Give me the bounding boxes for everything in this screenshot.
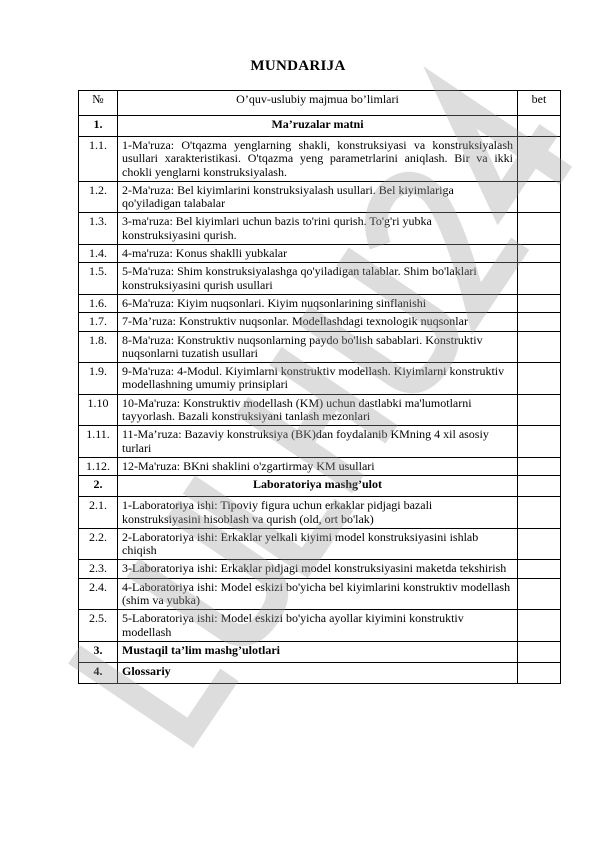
row-title: 2-Laboratoriya ishi: Erkaklar yelkali kiyimi model konstruksiyasini ishlab chiqish xyxy=(118,528,518,560)
row-title: 3-Laboratoriya ishi: Erkaklar pidjagi model konstruksiyasini maketda tekshirish xyxy=(118,560,518,578)
row-page xyxy=(518,426,561,458)
row-title: Mustaqil ta’lim mashg’ulotlari xyxy=(118,641,518,662)
row-number: 2.2. xyxy=(79,528,118,560)
table-header-row xyxy=(79,91,561,116)
row-title: 2-Ma'ruza: Bel kiyimlarini konstruksiyalash usullari. Bel kiyimlariga qo'yiladigan talabalar xyxy=(118,181,518,213)
row-number: 2.4. xyxy=(79,578,118,610)
row-page xyxy=(518,497,561,529)
row-number: 2.3. xyxy=(79,560,118,578)
row-page xyxy=(518,331,561,363)
row-number: 1. xyxy=(79,116,118,137)
row-title: 3-ma'ruza: Bel kiyimlari uchun bazis to'rini qurish. To'g'ri yubka konstruksiyasini qurish. xyxy=(118,213,518,245)
row-page xyxy=(518,528,561,560)
row-page xyxy=(518,363,561,395)
table-row xyxy=(79,528,561,560)
row-title: 1-Ma'ruza: O'tqazma yenglarning shakli, konstruksiyasi va konstruksiyalash usullari xarakteristikasi. O'tqazma yeng parametrlarini aniqlash. Bir va ikki chokli yenglarni konstruksiyalash. xyxy=(118,137,518,182)
table-row xyxy=(79,560,561,578)
row-title: 5-Ma'ruza: Shim konstruksiyalashga qo'yiladigan talablar. Shim bo'laklari konstruksiyasini qurish usullari xyxy=(118,263,518,295)
row-title: 1-Laboratoriya ishi: Tipoviy figura uchun erkaklar pidjagi bazali konstruksiyasini hisoblash va qurish (old, ort bo'lak) xyxy=(118,497,518,529)
row-title: 5-Laboratoriya ishi: Model eskizi bo'yicha ayollar kiyimini konstruktiv modellash xyxy=(118,610,518,642)
table-row xyxy=(79,610,561,642)
row-number: 2. xyxy=(79,476,118,497)
row-number: 1.1. xyxy=(79,137,118,182)
page-title: MUNDARIJA xyxy=(250,58,346,74)
row-number: 4. xyxy=(79,662,118,683)
row-title: 8-Ma'ruza: Konstruktiv nuqsonlarning paydo bo'lish sabablari. Konstruktiv nuqsonlarni tuzatish usullari xyxy=(118,331,518,363)
row-number: 2.5. xyxy=(79,610,118,642)
table-row xyxy=(79,245,561,263)
row-page xyxy=(518,578,561,610)
table-row xyxy=(79,476,561,497)
row-page xyxy=(518,213,561,245)
row-number: 3. xyxy=(79,641,118,662)
table-row xyxy=(79,641,561,662)
row-number: 1.4. xyxy=(79,245,118,263)
row-number: 1.5. xyxy=(79,263,118,295)
row-number: 2.1. xyxy=(79,497,118,529)
table-row xyxy=(79,497,561,529)
table-row xyxy=(79,213,561,245)
row-page xyxy=(518,263,561,295)
row-number: 1.8. xyxy=(79,331,118,363)
row-number: 1.11. xyxy=(79,426,118,458)
table-row xyxy=(79,137,561,182)
row-page xyxy=(518,457,561,475)
row-page xyxy=(518,476,561,497)
row-page xyxy=(518,137,561,182)
row-page xyxy=(518,313,561,331)
row-title: Glossariy xyxy=(118,662,518,683)
row-page xyxy=(518,116,561,137)
column-header-page: bet xyxy=(518,91,561,116)
table-body xyxy=(79,116,561,684)
row-title: 7-Ma’ruza: Konstruktiv nuqsonlar. Modellashdagi texnologik nuqsonlar xyxy=(118,313,518,331)
row-page xyxy=(518,245,561,263)
table-row xyxy=(79,394,561,426)
table-row xyxy=(79,294,561,312)
column-header-title: O’quv-uslubiy majmua bo’limlari xyxy=(118,91,518,116)
row-page xyxy=(518,394,561,426)
row-page xyxy=(518,610,561,642)
row-number: 1.10 xyxy=(79,394,118,426)
row-page xyxy=(518,641,561,662)
row-number: 1.2. xyxy=(79,181,118,213)
table-row xyxy=(79,116,561,137)
row-page xyxy=(518,294,561,312)
row-title: Laboratoriya mashg’ulot xyxy=(118,476,518,497)
row-title: 9-Ma'ruza: 4-Modul. Kiyimlarni konstruktiv modellash. Kiyimlarni konstruktiv modellashning umumiy prinsiplari xyxy=(118,363,518,395)
table-row xyxy=(79,578,561,610)
table-row xyxy=(79,457,561,475)
table-row xyxy=(79,363,561,395)
table-row xyxy=(79,313,561,331)
table-row xyxy=(79,662,561,683)
row-title: 6-Ma'ruza: Kiyim nuqsonlari. Kiyim nuqsonlarining sinflanishi xyxy=(118,294,518,312)
row-page xyxy=(518,560,561,578)
column-header-number: № xyxy=(79,91,118,116)
row-title: 10-Ma'ruza: Konstruktiv modellash (KM) uchun dastlabki ma'lumotlarni tayyorlash. Bazali konstruksiyani tanlash mezonlari xyxy=(118,394,518,426)
row-number: 1.12. xyxy=(79,457,118,475)
row-number: 1.9. xyxy=(79,363,118,395)
row-number: 1.6. xyxy=(79,294,118,312)
row-title: 4-ma'ruza: Konus shaklli yubkalar xyxy=(118,245,518,263)
table-row xyxy=(79,331,561,363)
row-title: 11-Ma’ruza: Bazaviy konstruksiya (BK)dan foydalanib KMning 4 xil asosiy turlari xyxy=(118,426,518,458)
row-number: 1.3. xyxy=(79,213,118,245)
row-number: 1.7. xyxy=(79,313,118,331)
table-row xyxy=(79,426,561,458)
row-page xyxy=(518,181,561,213)
row-title: Ma’ruzalar matni xyxy=(118,116,518,137)
row-title: 4-Laboratoriya ishi: Model eskizi bo'yicha bel kiyimlarini konstruktiv modellash (shim va yubka) xyxy=(118,578,518,610)
table-row xyxy=(79,263,561,295)
row-page xyxy=(518,662,561,683)
table-of-contents xyxy=(78,90,561,684)
table-row xyxy=(79,181,561,213)
row-title: 12-Ma'ruza: BKni shaklini o'zgartirmay KM usullari xyxy=(118,457,518,475)
